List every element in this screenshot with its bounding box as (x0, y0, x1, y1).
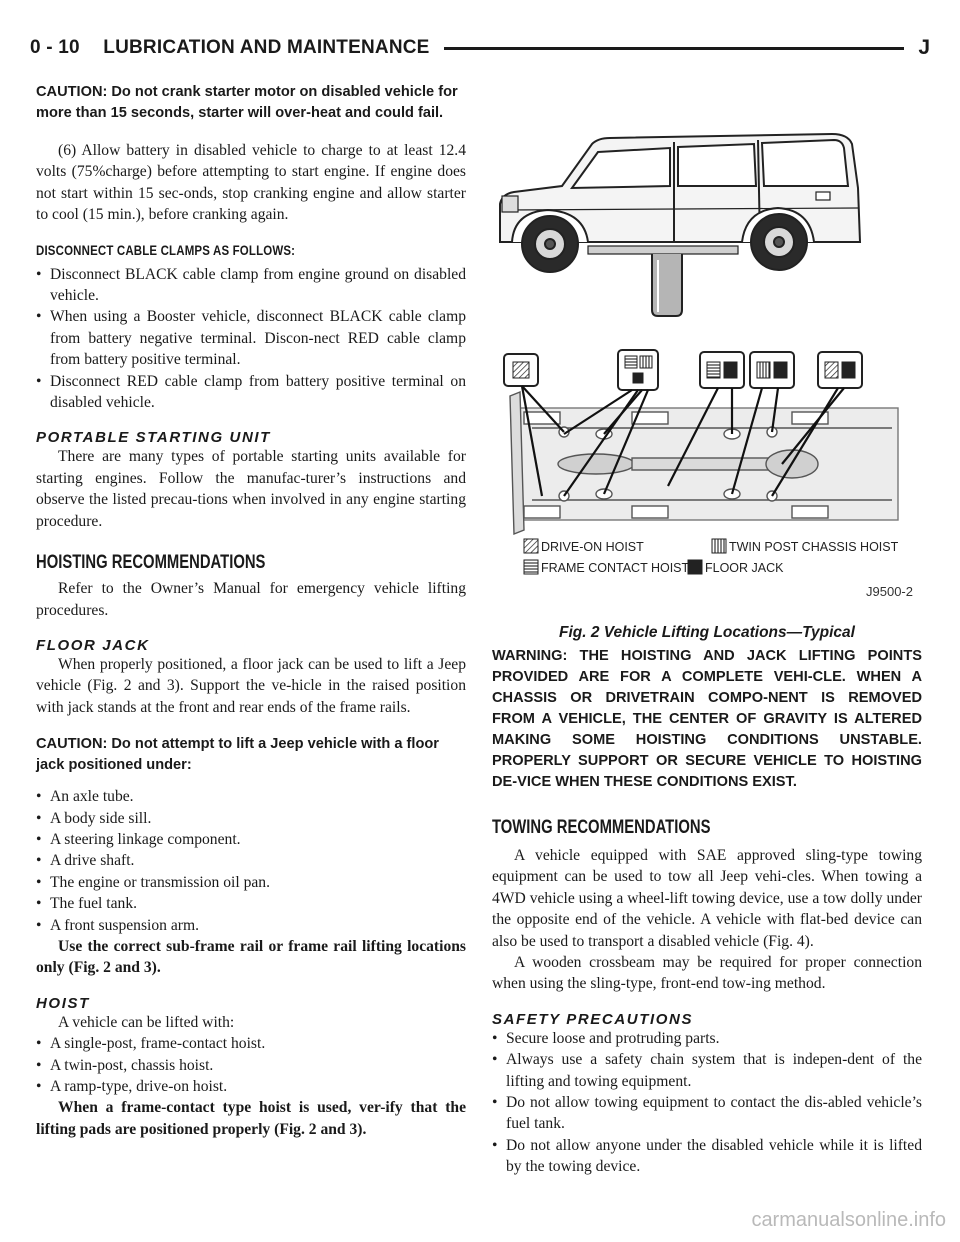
list-item: • A steering linkage component. (36, 830, 241, 848)
hoisting-text: Refer to the Owner’s Manual for emergency vehicle lifting procedures. (36, 580, 466, 619)
list-item: • A body side sill. (36, 809, 152, 827)
jack-note: Use the correct sub-frame rail or frame rail lifting locations only (Fig. 2 and 3). (36, 937, 466, 977)
section-title: LUBRICATION AND MAINTENANCE (103, 37, 430, 58)
page-header (30, 30, 930, 66)
watermark: carmanualsonline.info (751, 1209, 946, 1231)
legend-drive-on: DRIVE-ON HOIST (541, 540, 644, 554)
legend-floor-jack: FLOOR JACK (705, 561, 784, 575)
disconnect-list (36, 264, 466, 414)
header-rule (444, 47, 905, 50)
caution-crank: CAUTION: Do not crank starter motor on disabled vehicle for more than 15 seconds, starter will over-heat and could fail. (36, 84, 458, 121)
hoisting-heading: HOISTING RECOMMENDATIONS (36, 552, 266, 574)
combined-symbol-icon (618, 350, 658, 390)
left-column (36, 82, 466, 1140)
towing-paragraph-2: A wooden crossbeam may be required for proper connection when using the sling-type, front-end tow-ing method. (492, 954, 922, 993)
list-item: • Do not allow anyone under the disabled vehicle while it is lifted by the towing device. (492, 1136, 922, 1176)
list-item: • A twin-post, chassis hoist. (36, 1056, 214, 1074)
vehicle-lifting-figure (492, 82, 922, 622)
towing-paragraph-1: A vehicle equipped with SAE approved sling-type towing equipment can be used to tow all Jeep vehi-cles. When towing a 4WD vehicle using a wheel-lift towing device, use a tow dolly under the opposite end of the vehicle. A vehicle with flat-bed device can also be used to transport a disabled vehicle (Fig. 4). (492, 847, 922, 950)
legend-twin-post: TWIN POST CHASSIS HOIST (729, 540, 899, 554)
figure-code: J9500-2 (866, 584, 913, 599)
step-6: (6) Allow battery in disabled vehicle to charge to at least 12.4 volts (75%charge) before attempting to start engine. If engine does not start within 15 sec-onds, stop cranking engine and allow starter to cool (15 min.), before cranking again. (36, 142, 466, 224)
jack-list (36, 786, 466, 936)
portable-heading: PORTABLE STARTING UNIT (36, 429, 271, 447)
floorjack-heading: FLOOR JACK (36, 636, 150, 654)
page-number: 0 - 10 (30, 37, 80, 58)
legend-frame-contact: FRAME CONTACT HOIST (541, 561, 690, 575)
jeep-side-view-icon (500, 134, 860, 316)
list-item: • When using a Booster vehicle, disconnect BLACK cable clamp from battery negative terminal. Discon-nect RED cable clamp from battery positive terminal. (36, 308, 466, 369)
safety-heading: SAFETY PRECAUTIONS (492, 1010, 694, 1028)
figure-legend (524, 539, 913, 599)
list-item: • Always use a safety chain system that is indepen-dent of the lifting and towing equipment. (492, 1051, 922, 1090)
portable-text: There are many types of portable starting units available for starting engines. Follow the manufac-turer’s instructions and observe the listed precau-tions when involved in any engine starting procedure. (36, 448, 466, 530)
frame-floor-symbol-icon (700, 352, 744, 388)
safety-list (492, 1028, 922, 1178)
towing-heading: TOWING RECOMMENDATIONS (492, 817, 711, 838)
list-item: • A front suspension arm. (36, 916, 199, 934)
list-item: • Secure loose and protruding parts. (492, 1029, 720, 1047)
list-item: • A drive shaft. (36, 852, 135, 870)
lifting-symbols (504, 350, 862, 390)
list-item: • The engine or transmission oil pan. (36, 873, 271, 891)
disconnect-heading: DISCONNECT CABLE CLAMPS AS FOLLOWS: (36, 241, 296, 258)
list-item: • The fuel tank. (36, 895, 138, 913)
figure-caption: Fig. 2 Vehicle Lifting Locations—Typical (559, 624, 855, 641)
caution-jack: CAUTION: Do not attempt to lift a Jeep vehicle with a floor jack positioned under: (36, 736, 439, 774)
list-item: • A single-post, frame-contact hoist. (36, 1035, 266, 1053)
hoisting-warning: WARNING: THE HOISTING AND JACK LIFTING POINTS PROVIDED ARE FOR A COMPLETE VEHI-CLE. WHEN A CHASSIS OR DRIVETRAIN COMPO-NENT IS REMOVED FROM A VEHICLE, THE CENTER OF GRAVITY IS ALTERED MAKING SOME HOISTING CONDITIONS UNSTABLE. PROPERLY SUPPORT OR SECURE VEHICLE TO HOISTING DE-VICE WHEN THESE CONDITIONS EXIST. (492, 648, 922, 790)
floorjack-text: When properly positioned, a floor jack can be used to lift a Jeep vehicle (Fig. 2 and 3). Support the ve-hicle in the raised position with jack stands at the front and rear ends of the frame rails. (36, 655, 466, 716)
hoist-note: When a frame-contact type hoist is used, ver-ify that the lifting pads are positioned properly (Fig. 2 and 3). (36, 1099, 466, 1138)
hoist-list (36, 1033, 466, 1097)
list-item: • An axle tube. (36, 788, 134, 806)
drive-on-symbol-icon (504, 354, 538, 386)
list-item: • Disconnect RED cable clamp from battery positive terminal on disabled vehicle. (36, 372, 466, 412)
list-item: • Do not allow towing equipment to contact the dis-abled vehicle’s fuel tank. (492, 1094, 922, 1133)
list-item: • A ramp-type, drive-on hoist. (36, 1078, 228, 1095)
drive-floor-symbol-icon (818, 352, 862, 388)
right-column (492, 82, 922, 1178)
hoist-intro: A vehicle can be lifted with: (58, 1013, 235, 1031)
edition-letter: J (918, 36, 930, 59)
vehicle-lifting-diagram (492, 82, 922, 622)
list-item: • Disconnect BLACK cable clamp from engine ground on disabled vehicle. (36, 265, 466, 305)
hoist-heading: HOIST (36, 994, 90, 1012)
twin-floor-symbol-icon (750, 352, 794, 388)
